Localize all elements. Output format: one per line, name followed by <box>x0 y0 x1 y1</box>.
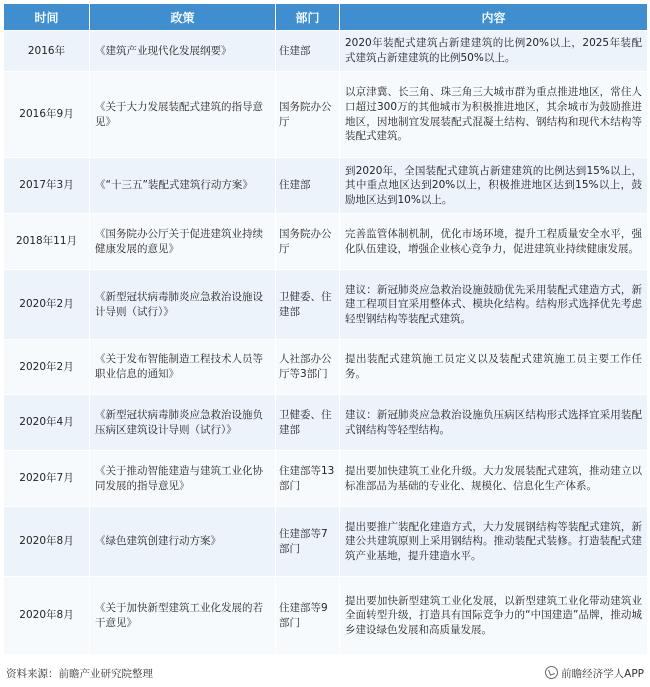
cell-content: 建议：新冠肺炎应急救治设施鼓励优先采用装配式建造方式，新建工程项目宜采用整体式、模块化结构。结构形式选择优先考虑轻型钢结构等装配式建筑。 <box>340 270 648 340</box>
cell-time: 2020年8月 <box>4 577 90 655</box>
header-content: 内容 <box>340 4 648 31</box>
cell-content: 2020年装配式建筑占新建建筑的比例20%以上，2025年装配式建筑占新建建筑的比例50%以上。 <box>340 31 648 72</box>
table-row <box>4 340 648 395</box>
brand-name: 前瞻经济学人APP <box>561 668 644 680</box>
table-row <box>4 214 648 270</box>
cell-dept: 住建部 <box>276 158 340 214</box>
header-policy: 政策 <box>90 4 276 31</box>
cell-policy: 《“十三五”装配式建筑行动方案》 <box>90 158 276 214</box>
cell-policy: 《关于大力发展装配式建筑的指导意见》 <box>90 72 276 158</box>
cell-dept: 国务院办公厅 <box>276 214 340 270</box>
cell-time: 2020年4月 <box>4 395 90 451</box>
cell-content: 提出装配式建筑施工员定义以及装配式建筑施工员主要工作任务。 <box>340 340 648 395</box>
cell-content: 提出要推广装配化建造方式，大力发展钢结构等装配式建筑，新建公共建筑原则上采用钢结构。推动装配式装修。打造装配式建筑产业基地，提升建造水平。 <box>340 507 648 577</box>
policy-table-container <box>3 3 647 655</box>
cell-content: 提出要加快建筑工业化升级。大力发展装配式建筑，推动建立以标准部品为基础的专业化、规模化、信息化生产体系。 <box>340 451 648 507</box>
header-dept: 部门 <box>276 4 340 31</box>
table-row <box>4 72 648 158</box>
cell-time: 2016年 <box>4 31 90 72</box>
cell-time: 2020年7月 <box>4 451 90 507</box>
cell-dept: 住建部等13部门 <box>276 451 340 507</box>
table-row <box>4 451 648 507</box>
brand-logo-icon <box>545 666 558 679</box>
cell-dept: 住建部 <box>276 31 340 72</box>
cell-policy: 《新型冠状病毒肺炎应急救治设施负压病区建筑设计导则（试行）》 <box>90 395 276 451</box>
table-row <box>4 158 648 214</box>
table-header-row <box>4 4 648 31</box>
cell-time: 2017年3月 <box>4 158 90 214</box>
footer <box>6 664 644 682</box>
cell-dept: 住建部等7部门 <box>276 507 340 577</box>
cell-dept: 人社部办公厅等3部门 <box>276 340 340 395</box>
table-row <box>4 507 648 577</box>
cell-policy: 《关于加快新型建筑工业化发展的若干意见》 <box>90 577 276 655</box>
table-row <box>4 577 648 655</box>
cell-policy: 《绿色建筑创建行动方案》 <box>90 507 276 577</box>
cell-time: 2018年11月 <box>4 214 90 270</box>
cell-policy: 《新型冠状病毒肺炎应急救治设施设计导则（试行）》 <box>90 270 276 340</box>
brand-credit <box>545 666 644 681</box>
cell-time: 2016年9月 <box>4 72 90 158</box>
table-row <box>4 395 648 451</box>
cell-content: 完善监管体制机制，优化市场环境，提升工程质量安全水平，强化队伍建设，增强企业核心竞争力，促进建筑业持续健康发展。 <box>340 214 648 270</box>
table-row <box>4 31 648 72</box>
cell-policy: 《关于推动智能建造与建筑工业化协同发展的指导意见》 <box>90 451 276 507</box>
cell-time: 2020年2月 <box>4 340 90 395</box>
cell-content: 提出要加快新型建筑工业化发展，以新型建筑工业化带动建筑业全面转型升级，打造具有国际竞争力的“中国建造”品牌，推动城乡建设绿色发展和高质量发展。 <box>340 577 648 655</box>
cell-policy: 《建筑产业现代化发展纲要》 <box>90 31 276 72</box>
cell-dept: 卫健委、住建部 <box>276 395 340 451</box>
cell-dept: 卫健委、住建部 <box>276 270 340 340</box>
header-time: 时间 <box>4 4 90 31</box>
cell-policy: 《关于发布智能制造工程技术人员等职业信息的通知》 <box>90 340 276 395</box>
cell-content: 以京津冀、长三角、珠三角三大城市群为重点推进地区，常住人口超过300万的其他城市为积极推进地区，其余城市为鼓励推进地区，因地制宜发展装配式混凝土结构、钢结构和现代木结构等装配式建筑。 <box>340 72 648 158</box>
policy-table <box>3 3 648 655</box>
cell-time: 2020年8月 <box>4 507 90 577</box>
cell-time: 2020年2月 <box>4 270 90 340</box>
cell-policy: 《国务院办公厅关于促进建筑业持续健康发展的意见》 <box>90 214 276 270</box>
cell-dept: 国务院办公厅 <box>276 72 340 158</box>
source-note: 资料来源：前瞻产业研究院整理 <box>6 668 153 680</box>
table-row <box>4 270 648 340</box>
cell-dept: 住建部等9部门 <box>276 577 340 655</box>
cell-content: 到2020年，全国装配式建筑占新建建筑的比例达到15%以上，其中重点地区达到20%以上，积极推进地区达到15%以上，鼓励地区达到10%以上。 <box>340 158 648 214</box>
cell-content: 建议：新冠肺炎应急救治设施负压病区结构形式选择宜采用装配式钢结构等轻型结构。 <box>340 395 648 451</box>
